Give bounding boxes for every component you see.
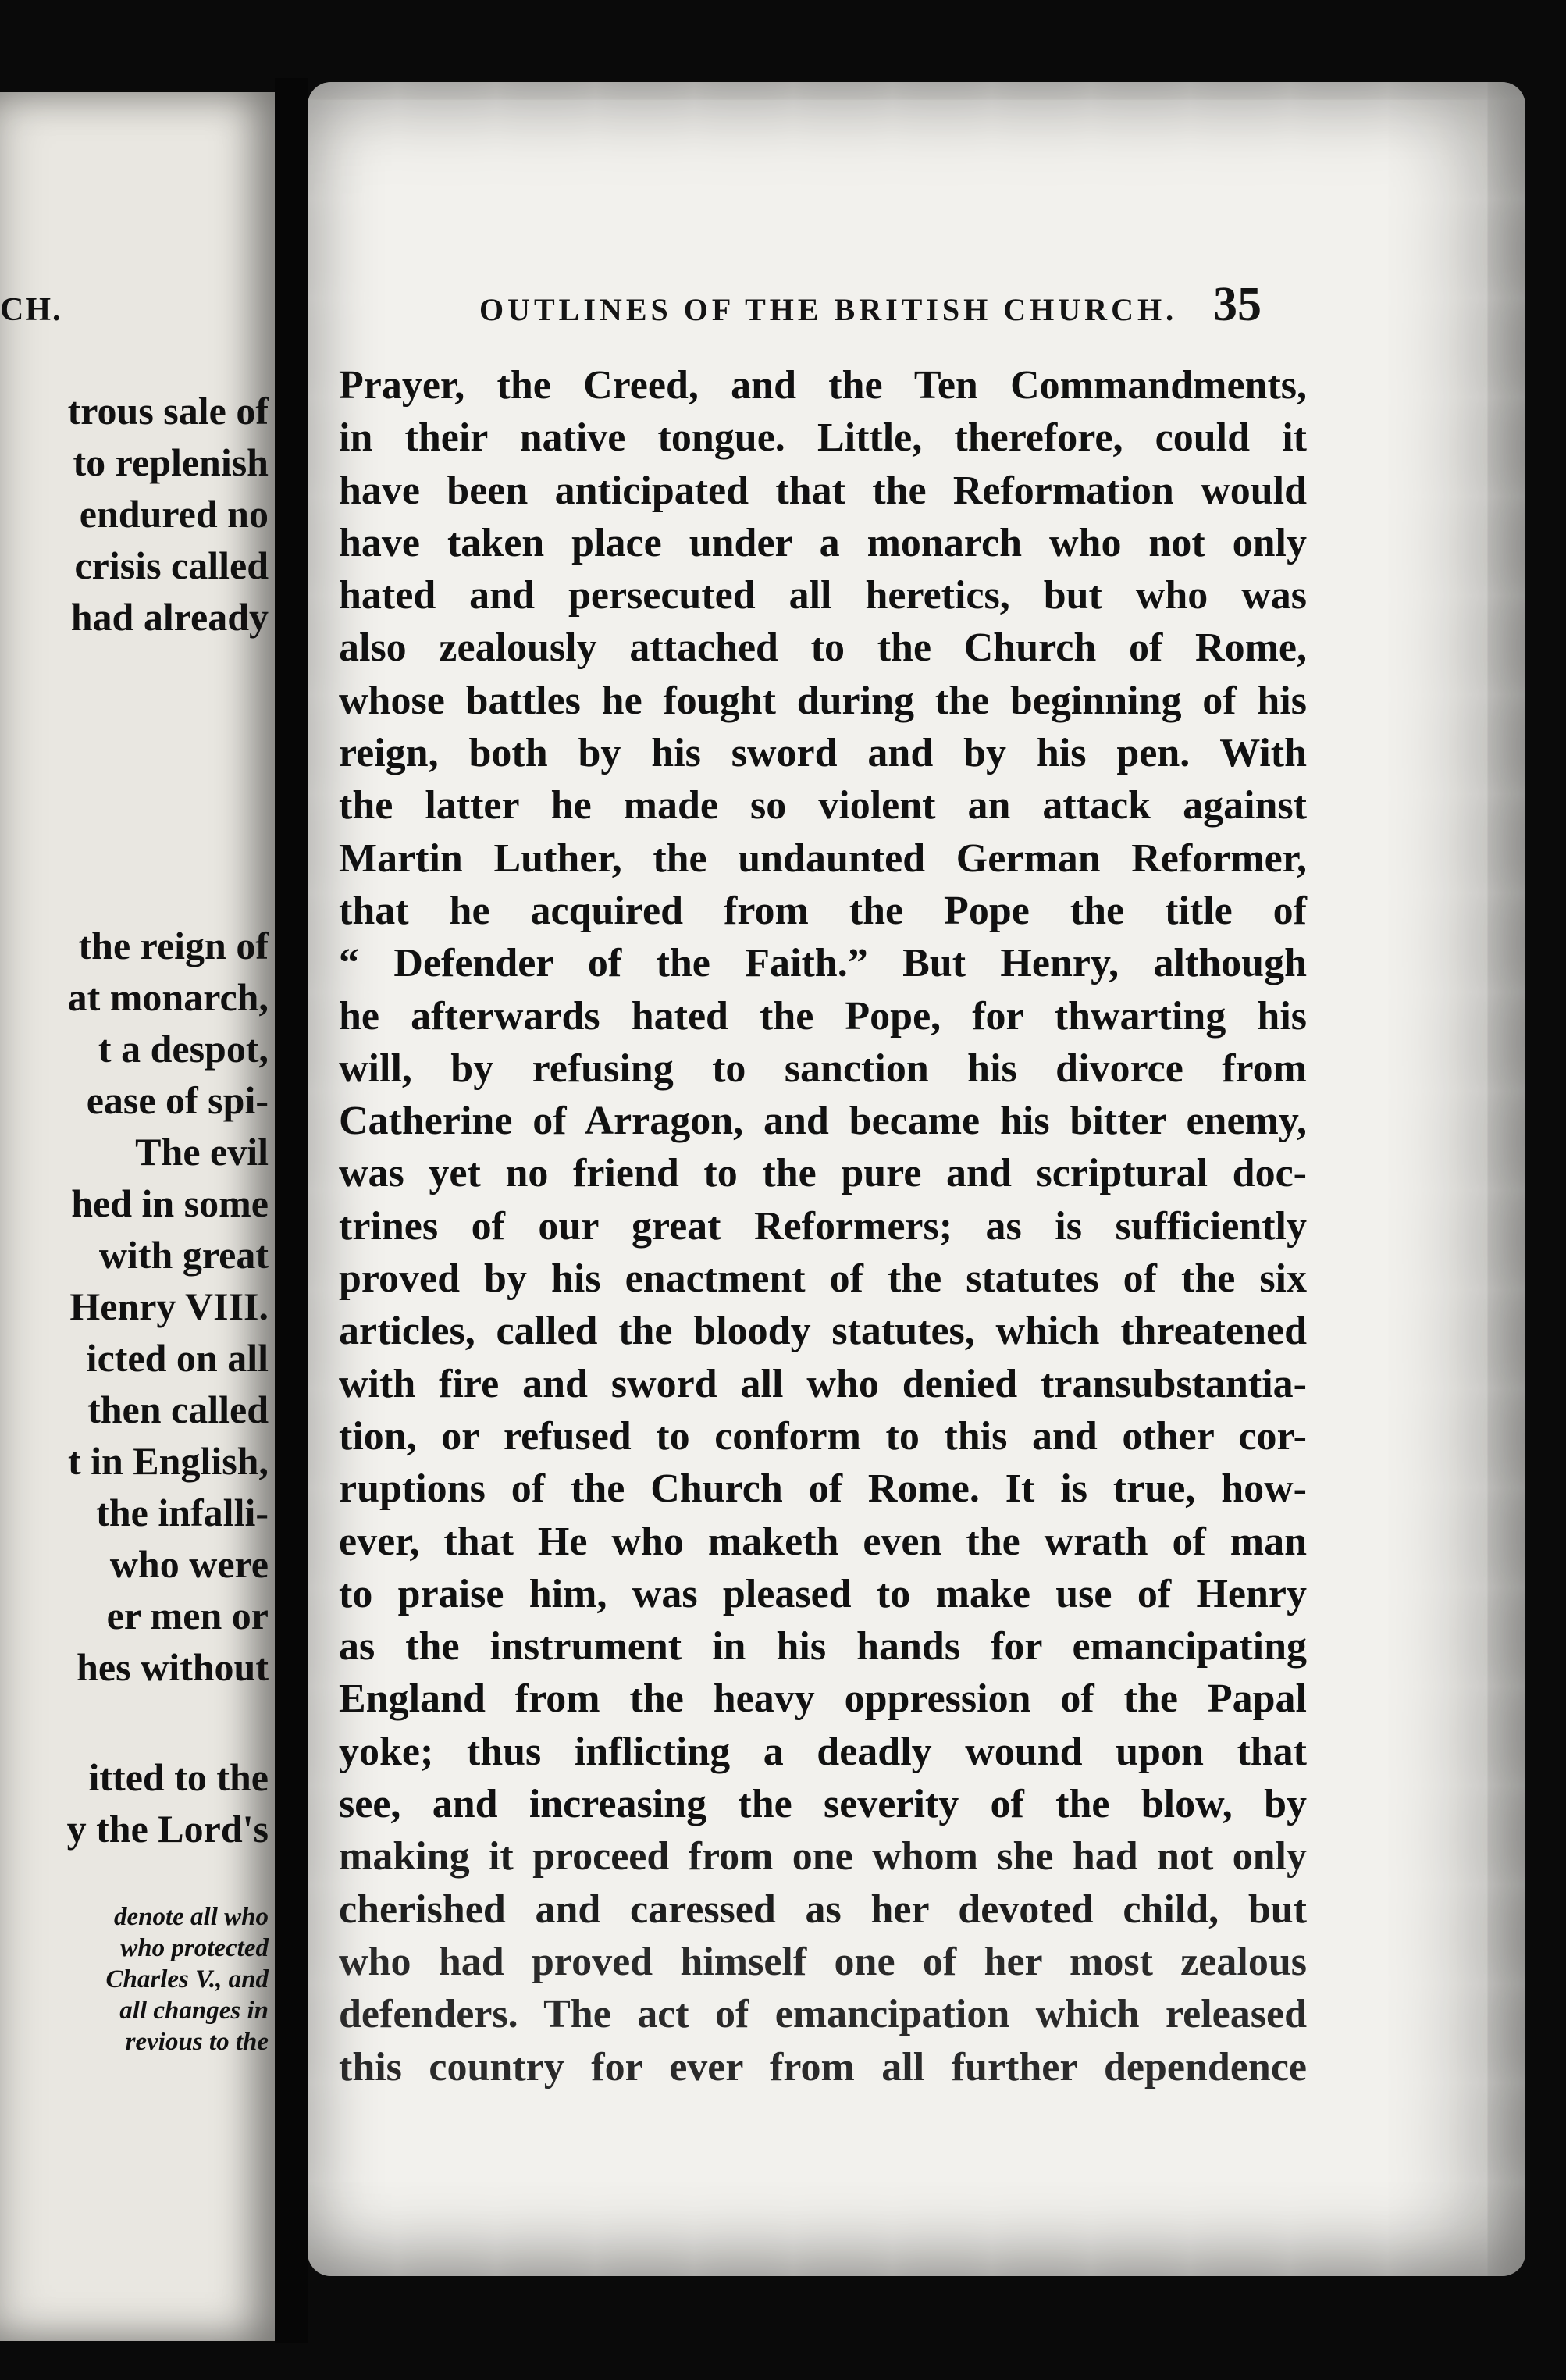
text-line: he afterwards hated the Pope, for thwarting his xyxy=(339,993,1307,1039)
left-text-line: to replenish xyxy=(73,440,269,484)
left-footnote xyxy=(106,1901,269,2058)
left-text-line: the infalli- xyxy=(96,1491,269,1534)
left-text-line: t a despot, xyxy=(98,1027,269,1071)
text-line: yoke; thus inflicting a deadly wound upon that xyxy=(339,1729,1307,1774)
left-footnote-line: Charles V., and xyxy=(105,1965,269,1993)
text-line: cherished and caressed as her devoted child, but xyxy=(339,1887,1307,1932)
text-line: tion, or refused to conform to this and other cor- xyxy=(339,1413,1307,1459)
text-line: will, by refusing to sanction his divorce from xyxy=(339,1046,1307,1091)
text-line: that he acquired from the Pope the title of xyxy=(339,888,1307,933)
left-footnote-line: revious to the xyxy=(125,2028,269,2056)
text-line: have been anticipated that the Reformation would xyxy=(339,468,1307,513)
running-head: OUTLINES OF THE BRITISH CHURCH. xyxy=(479,292,1178,327)
text-line: making it proceed from one whom she had not only xyxy=(339,1834,1307,1879)
left-text-line: the reign of xyxy=(78,924,269,967)
left-text-line: er men or xyxy=(106,1594,269,1637)
text-line: in their native tongue. Little, therefore, could it xyxy=(339,415,1307,461)
text-line: England from the heavy oppression of the Papal xyxy=(339,1676,1307,1722)
text-line: defenders. The act of emancipation which released xyxy=(339,1992,1307,2037)
left-text-line: icted on all xyxy=(86,1336,269,1380)
left-text-line: had already xyxy=(70,595,269,639)
left-text-line: ease of spi- xyxy=(86,1078,269,1122)
left-text-line: trous sale of xyxy=(67,389,269,433)
left-page-fragment xyxy=(0,92,275,2341)
left-text-line: Henry VIII. xyxy=(69,1284,269,1328)
book-gutter xyxy=(275,78,308,2343)
left-lower-text xyxy=(67,1751,269,1854)
body-text xyxy=(339,359,1307,2093)
left-text-line: y the Lord's xyxy=(66,1807,269,1851)
page-number: 35 xyxy=(1213,278,1262,331)
text-line: trines of our great Reformers; as is sufficiently xyxy=(339,1203,1307,1249)
text-line: “ Defender of the Faith.” But Henry, although xyxy=(339,941,1307,986)
text-line: have taken place under a monarch who not only xyxy=(339,520,1307,565)
left-text-line: endured no xyxy=(79,492,269,536)
text-line: Prayer, the Creed, and the Ten Commandments, xyxy=(339,363,1307,408)
text-line: this country for ever from all further dependence xyxy=(339,2044,1307,2090)
text-line: ever, that He who maketh even the wrath of man xyxy=(339,1519,1307,1564)
left-text-line: hes without xyxy=(77,1645,269,1689)
text-line: ruptions of the Church of Rome. It is true, how- xyxy=(339,1466,1307,1512)
main-page xyxy=(308,82,1525,2276)
left-middle-text xyxy=(68,920,269,1693)
left-text-line: with great xyxy=(98,1233,269,1277)
text-line: articles, called the bloody statutes, which threatened xyxy=(339,1309,1307,1354)
left-footnote-line: who protected xyxy=(120,1934,269,1962)
text-line: as the instrument in his hands for emancipating xyxy=(339,1624,1307,1669)
left-text-line: hed in some xyxy=(71,1181,269,1225)
text-line: reign, both by his sword and by his pen. With xyxy=(339,731,1307,776)
left-text-line: crisis called xyxy=(74,543,269,587)
left-text-line: then called xyxy=(87,1388,269,1431)
text-line: also zealously attached to the Church of Rome, xyxy=(339,625,1307,671)
text-line: Catherine of Arragon, and became his bitter enemy, xyxy=(339,1099,1307,1144)
left-footnote-line: all changes in xyxy=(119,1997,269,2025)
text-line: was yet no friend to the pure and scriptural doc- xyxy=(339,1151,1307,1196)
left-text-line: t in English, xyxy=(67,1439,269,1483)
text-line: see, and increasing the severity of the blow, by xyxy=(339,1782,1307,1827)
text-line: with fire and sword all who denied transubstantia- xyxy=(339,1361,1307,1406)
text-line: proved by his enactment of the statutes of the six xyxy=(339,1256,1307,1302)
text-line: whose battles he fought during the beginning of his xyxy=(339,678,1307,723)
left-text-line: who were xyxy=(109,1542,269,1586)
left-text-line: itted to the xyxy=(88,1755,269,1799)
text-line: hated and persecuted all heretics, but who was xyxy=(339,573,1307,618)
left-text-line: at monarch, xyxy=(67,975,269,1019)
text-line: who had proved himself one of her most zealous xyxy=(339,1939,1307,1984)
left-text-line: The evil xyxy=(135,1130,269,1174)
left-running-head: CH. xyxy=(0,292,62,328)
text-line: Martin Luther, the undaunted German Reformer, xyxy=(339,835,1307,881)
text-line: to praise him, was pleased to make use of Henry xyxy=(339,1571,1307,1616)
left-footnote-line: denote all who xyxy=(113,1903,269,1931)
text-line: the latter he made so violent an attack against xyxy=(339,783,1307,828)
left-upper-text xyxy=(68,385,269,643)
